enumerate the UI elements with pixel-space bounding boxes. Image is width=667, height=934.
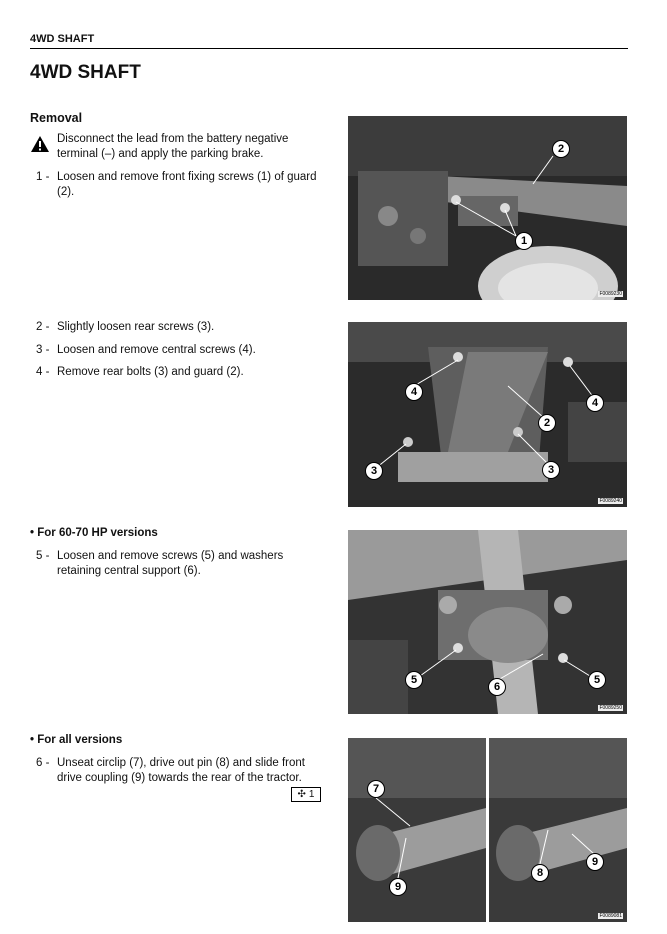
bullet-all-versions: • For all versions [30, 734, 123, 746]
callout: 6 [488, 678, 506, 696]
header-rule [30, 48, 628, 49]
step-text: Loosen and remove central screws (4). [57, 344, 256, 356]
step-text: Unseat circlip (7), drive out pin (8) and slide front drive coupling (9) towards the rear of the tractor. [57, 757, 305, 784]
figure-4-photo [348, 738, 627, 922]
cross-reference-box [291, 787, 321, 802]
figure-3-photo [348, 530, 627, 714]
figure-2-photo [348, 322, 627, 507]
step-1 [30, 170, 330, 199]
callout: 7 [367, 780, 385, 798]
step-number: 3 - [36, 344, 50, 356]
callout: 8 [531, 864, 549, 882]
step-number: 4 - [36, 366, 50, 378]
warning-icon [30, 135, 50, 153]
callout: 3 [542, 461, 560, 479]
step-text: Loosen and remove front fixing screws (1) of guard (2). [57, 171, 317, 198]
step-text: Loosen and remove screws (5) and washers retaining central support (6). [57, 550, 284, 577]
callout: 1 [515, 232, 533, 250]
callout: 4 [405, 383, 423, 401]
figure-1-illustration [348, 116, 627, 300]
callout: 2 [552, 140, 570, 158]
callout: 3 [365, 462, 383, 480]
step-text: Remove rear bolts (3) and guard (2). [57, 366, 244, 378]
figure-2-illustration [348, 322, 627, 507]
step-number: 1 - [36, 171, 50, 183]
section-title-removal: Removal [30, 111, 83, 125]
step-5 [30, 549, 330, 578]
step-text: Slightly loosen rear screws (3). [57, 321, 215, 333]
step-number: 5 - [36, 550, 50, 562]
running-header: 4WD SHAFT [30, 33, 95, 45]
warning-note [30, 132, 330, 161]
callout: 2 [538, 414, 556, 432]
reference-icon: ✣ [297, 789, 306, 800]
page-title: 4WD SHAFT [30, 62, 141, 83]
step-3 [30, 343, 330, 358]
step-4 [30, 365, 330, 380]
step-number: 2 - [36, 321, 50, 333]
figure-1-photo [348, 116, 627, 300]
figure-code: F0089230 [599, 291, 622, 297]
callout: 9 [389, 878, 407, 896]
callout: 5 [588, 671, 606, 689]
step-number: 6 - [36, 757, 50, 769]
figure-4-illustration [348, 738, 627, 922]
warning-text: Disconnect the lead from the battery negative terminal (–) and apply the parking brake. [57, 133, 289, 160]
figure-code: F0089081 [599, 913, 622, 919]
figure-code: F0089240 [599, 498, 622, 504]
callout: 5 [405, 671, 423, 689]
step-2 [30, 320, 330, 335]
callout: 4 [586, 394, 604, 412]
callout: 9 [586, 853, 604, 871]
step-6 [30, 756, 330, 785]
figure-code: F0089250 [599, 705, 622, 711]
bullet-60-70-hp: • For 60-70 HP versions [30, 527, 158, 539]
reference-number: 1 [308, 789, 315, 800]
